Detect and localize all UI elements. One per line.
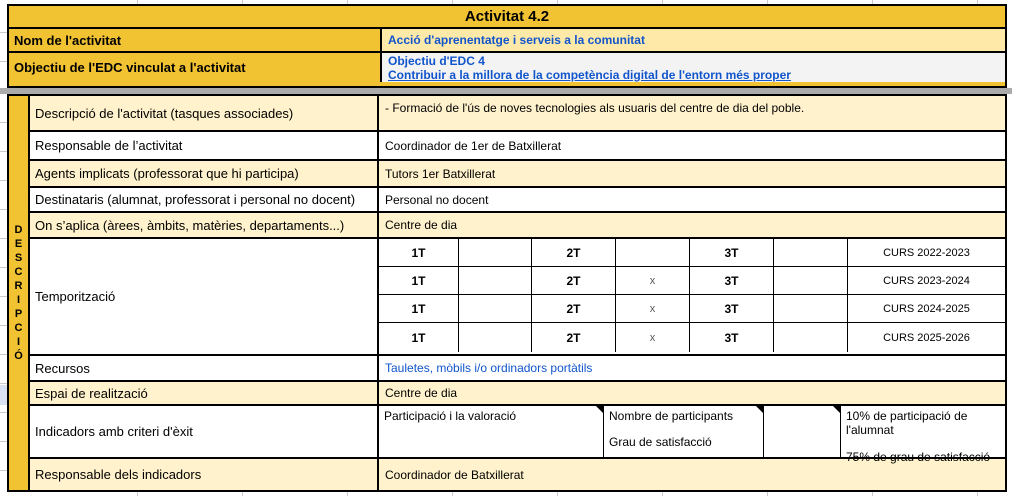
vertical-letter: C (14, 266, 23, 278)
descripcio-activitat-value-cell[interactable] (379, 96, 1005, 130)
row-value: Coordinador de Batxillerat (385, 467, 524, 482)
agents-implicats-label-cell[interactable] (30, 161, 379, 186)
page-title: Activitat 4.2 (464, 8, 550, 25)
bottom-gridline-ticks (0, 492, 1012, 496)
row-value: Centre de dia (385, 386, 458, 400)
destinataris-label-cell[interactable] (30, 188, 379, 211)
on-saplica-value-cell[interactable] (379, 213, 1005, 237)
trimester-label: 3T (724, 330, 739, 345)
row-label: Indicadors amb criteri d'èxit (35, 424, 193, 439)
objectiu-edc-link[interactable]: Contribuir a la millora de la competència digital de l'entorn més proper (388, 67, 791, 82)
mark-cell[interactable] (774, 323, 848, 352)
vertical-letter: D (14, 224, 23, 236)
curs-label: CURS 2022-2023 (883, 246, 970, 259)
nom-activitat-row (9, 29, 1005, 53)
row-label: Espai de realització (35, 385, 148, 401)
table-row (30, 161, 1005, 188)
note-indicator-icon (833, 406, 840, 413)
curs-label: CURS 2023-2024 (883, 274, 970, 287)
mark-cell[interactable] (774, 295, 848, 322)
responsable-activitat-value-cell[interactable] (379, 132, 1005, 159)
espai-realitzacio-label-cell[interactable] (30, 382, 379, 404)
curs-cell[interactable] (848, 267, 1005, 294)
recursos-value-cell[interactable] (379, 356, 1005, 380)
curs-label: CURS 2025-2026 (883, 331, 970, 344)
trimester-label: 3T (724, 273, 739, 288)
indicador-text: 75% de grau de satisfacció (846, 450, 991, 464)
trimester-cell[interactable] (690, 267, 774, 294)
nom-activitat-value: Acció d'aprenentatge i serveis a la comunitat (388, 33, 645, 47)
trimester-label: 1T (411, 330, 426, 345)
indicador-cell[interactable] (841, 406, 1005, 464)
mark-cell[interactable] (616, 295, 690, 322)
row-label: On s’aplica (àrees, àmbits, matèries, departaments...) (35, 217, 345, 233)
trimester-cell[interactable] (379, 295, 459, 322)
row-value: Centre de dia (385, 218, 458, 232)
table-row (30, 188, 1005, 213)
row-label: Descripció de l'activitat (tasques associades) (35, 105, 294, 121)
trimester-cell[interactable] (532, 267, 616, 294)
nom-activitat-label: Nom de l'activitat (14, 32, 122, 48)
mark-cell[interactable] (774, 239, 848, 266)
row-value: Personal no docent (385, 192, 489, 207)
trimester-cell[interactable] (379, 239, 459, 266)
trimester-label: 2T (566, 245, 581, 260)
nom-activitat-label-cell[interactable] (9, 29, 382, 51)
indicador-text: Grau de satisfacció (609, 435, 712, 449)
row-label: Responsable de l’activitat (35, 138, 183, 153)
trimester-cell[interactable] (379, 267, 459, 294)
trimester-cell[interactable] (532, 239, 616, 266)
row-label: Recursos (35, 360, 90, 376)
on-saplica-label-cell[interactable] (30, 213, 379, 237)
indicador-text: 10% de participació de l'alumnat (846, 409, 968, 437)
row-label: Agents implicats (professorat que hi participa) (35, 166, 299, 181)
trimester-label: 3T (724, 245, 739, 260)
table-row (30, 239, 1005, 356)
note-indicator-icon (596, 406, 603, 413)
objectiu-edc-value-cell[interactable] (382, 53, 1005, 82)
table-row (30, 132, 1005, 161)
trimester-cell[interactable] (532, 295, 616, 322)
vertical-letter: P (14, 308, 23, 320)
objectiu-edc-label-cell[interactable] (9, 53, 382, 82)
trimester-label: 1T (411, 301, 426, 316)
objectiu-edc-line1: Objectiu d'EDC 4 (388, 53, 485, 68)
trimester-label: 2T (566, 301, 581, 316)
row-label: Destinataris (alumnat, professorat i personal no docent) (35, 192, 356, 207)
trimester-label: 2T (566, 273, 581, 288)
trimester-cell[interactable] (379, 323, 459, 352)
row-value: Tutors 1er Batxillerat (385, 166, 496, 181)
descripcio-table (7, 94, 1007, 492)
indicador-text: Nombre de participants (609, 409, 734, 423)
mark: x (649, 302, 656, 315)
table-row (30, 96, 1005, 132)
mark-cell[interactable] (616, 239, 690, 266)
temporitzacio-row (379, 239, 1005, 267)
mark-cell[interactable] (774, 267, 848, 294)
mark: x (649, 331, 656, 344)
trimester-label: 3T (724, 301, 739, 316)
row-label: Responsable dels indicadors (35, 467, 202, 482)
nom-activitat-value-cell[interactable] (382, 29, 1005, 51)
indicador-cell[interactable] (764, 406, 841, 457)
indicadors-label-cell[interactable] (30, 406, 379, 457)
vertical-letter: S (14, 252, 23, 264)
temporitzacio-row (379, 267, 1005, 295)
left-margin-gridlines (0, 94, 7, 492)
vertical-letter: E (14, 238, 23, 250)
indicador-text: Participació i la valoració (384, 409, 517, 423)
trimester-cell[interactable] (532, 323, 616, 352)
recursos-label-cell[interactable] (30, 356, 379, 380)
vertical-letter: I (16, 294, 21, 306)
trimester-cell[interactable] (690, 295, 774, 322)
indicadors-grid (379, 406, 1005, 464)
trimester-label: 1T (411, 273, 426, 288)
trimester-cell[interactable] (690, 239, 774, 266)
left-margin-gridlines-top (0, 4, 7, 88)
agents-implicats-value-cell[interactable] (379, 161, 1005, 186)
temporitzacio-grid (379, 239, 1005, 354)
mark-cell[interactable] (459, 295, 532, 322)
trimester-cell[interactable] (690, 323, 774, 352)
row-value: Coordinador de 1er de Batxillerat (385, 138, 562, 153)
vertical-letter: Ó (14, 350, 23, 362)
table-row (30, 356, 1005, 382)
table-row (30, 406, 1005, 464)
note-indicator-icon (756, 406, 763, 413)
descripcio-rows (30, 96, 1005, 490)
activity-header-table (7, 4, 1007, 88)
mark-cell[interactable] (459, 239, 532, 266)
margin-blue-cell (0, 385, 7, 405)
sheet-title-cell[interactable] (9, 6, 1005, 29)
vertical-letter: R (14, 280, 23, 292)
temporitzacio-label-cell[interactable] (30, 239, 379, 354)
row-label: Temporització (35, 289, 116, 304)
objectiu-edc-label: Objectiu de l'EDC vinculat a l'activitat (14, 60, 246, 75)
mark-cell[interactable] (459, 323, 532, 352)
trimester-label: 1T (411, 245, 426, 260)
objectiu-edc-row (9, 53, 1005, 82)
vertical-descripcio-header (9, 96, 30, 490)
espai-realitzacio-value-cell[interactable] (379, 382, 1005, 404)
indicador-cell[interactable] (379, 406, 604, 457)
destinataris-value-cell[interactable] (379, 188, 1005, 211)
curs-cell[interactable] (848, 239, 1005, 266)
temporitzacio-row (379, 295, 1005, 323)
curs-label: CURS 2024-2025 (883, 302, 970, 315)
indicador-cell[interactable] (604, 406, 764, 457)
curs-cell[interactable] (848, 323, 1005, 352)
mark-cell[interactable] (459, 267, 532, 294)
mark-cell[interactable] (616, 323, 690, 352)
row-value: Tauletes, mòbils i/o ordinadors portàtils (385, 361, 593, 375)
curs-cell[interactable] (848, 295, 1005, 322)
trimester-label: 2T (566, 330, 581, 345)
table-row (30, 382, 1005, 406)
descripcio-activitat-label-cell[interactable] (30, 96, 379, 130)
temporitzacio-row (379, 323, 1005, 352)
responsable-indicadors-label-cell[interactable] (30, 459, 379, 490)
table-row (30, 213, 1005, 239)
vertical-letter: I (16, 336, 21, 348)
responsable-activitat-label-cell[interactable] (30, 132, 379, 159)
mark: x (649, 274, 656, 287)
mark-cell[interactable] (616, 267, 690, 294)
vertical-letter: C (14, 322, 23, 334)
row-value: - Formació de l'ús de noves tecnologies als usuaris del centre de dia del poble. (385, 101, 805, 115)
